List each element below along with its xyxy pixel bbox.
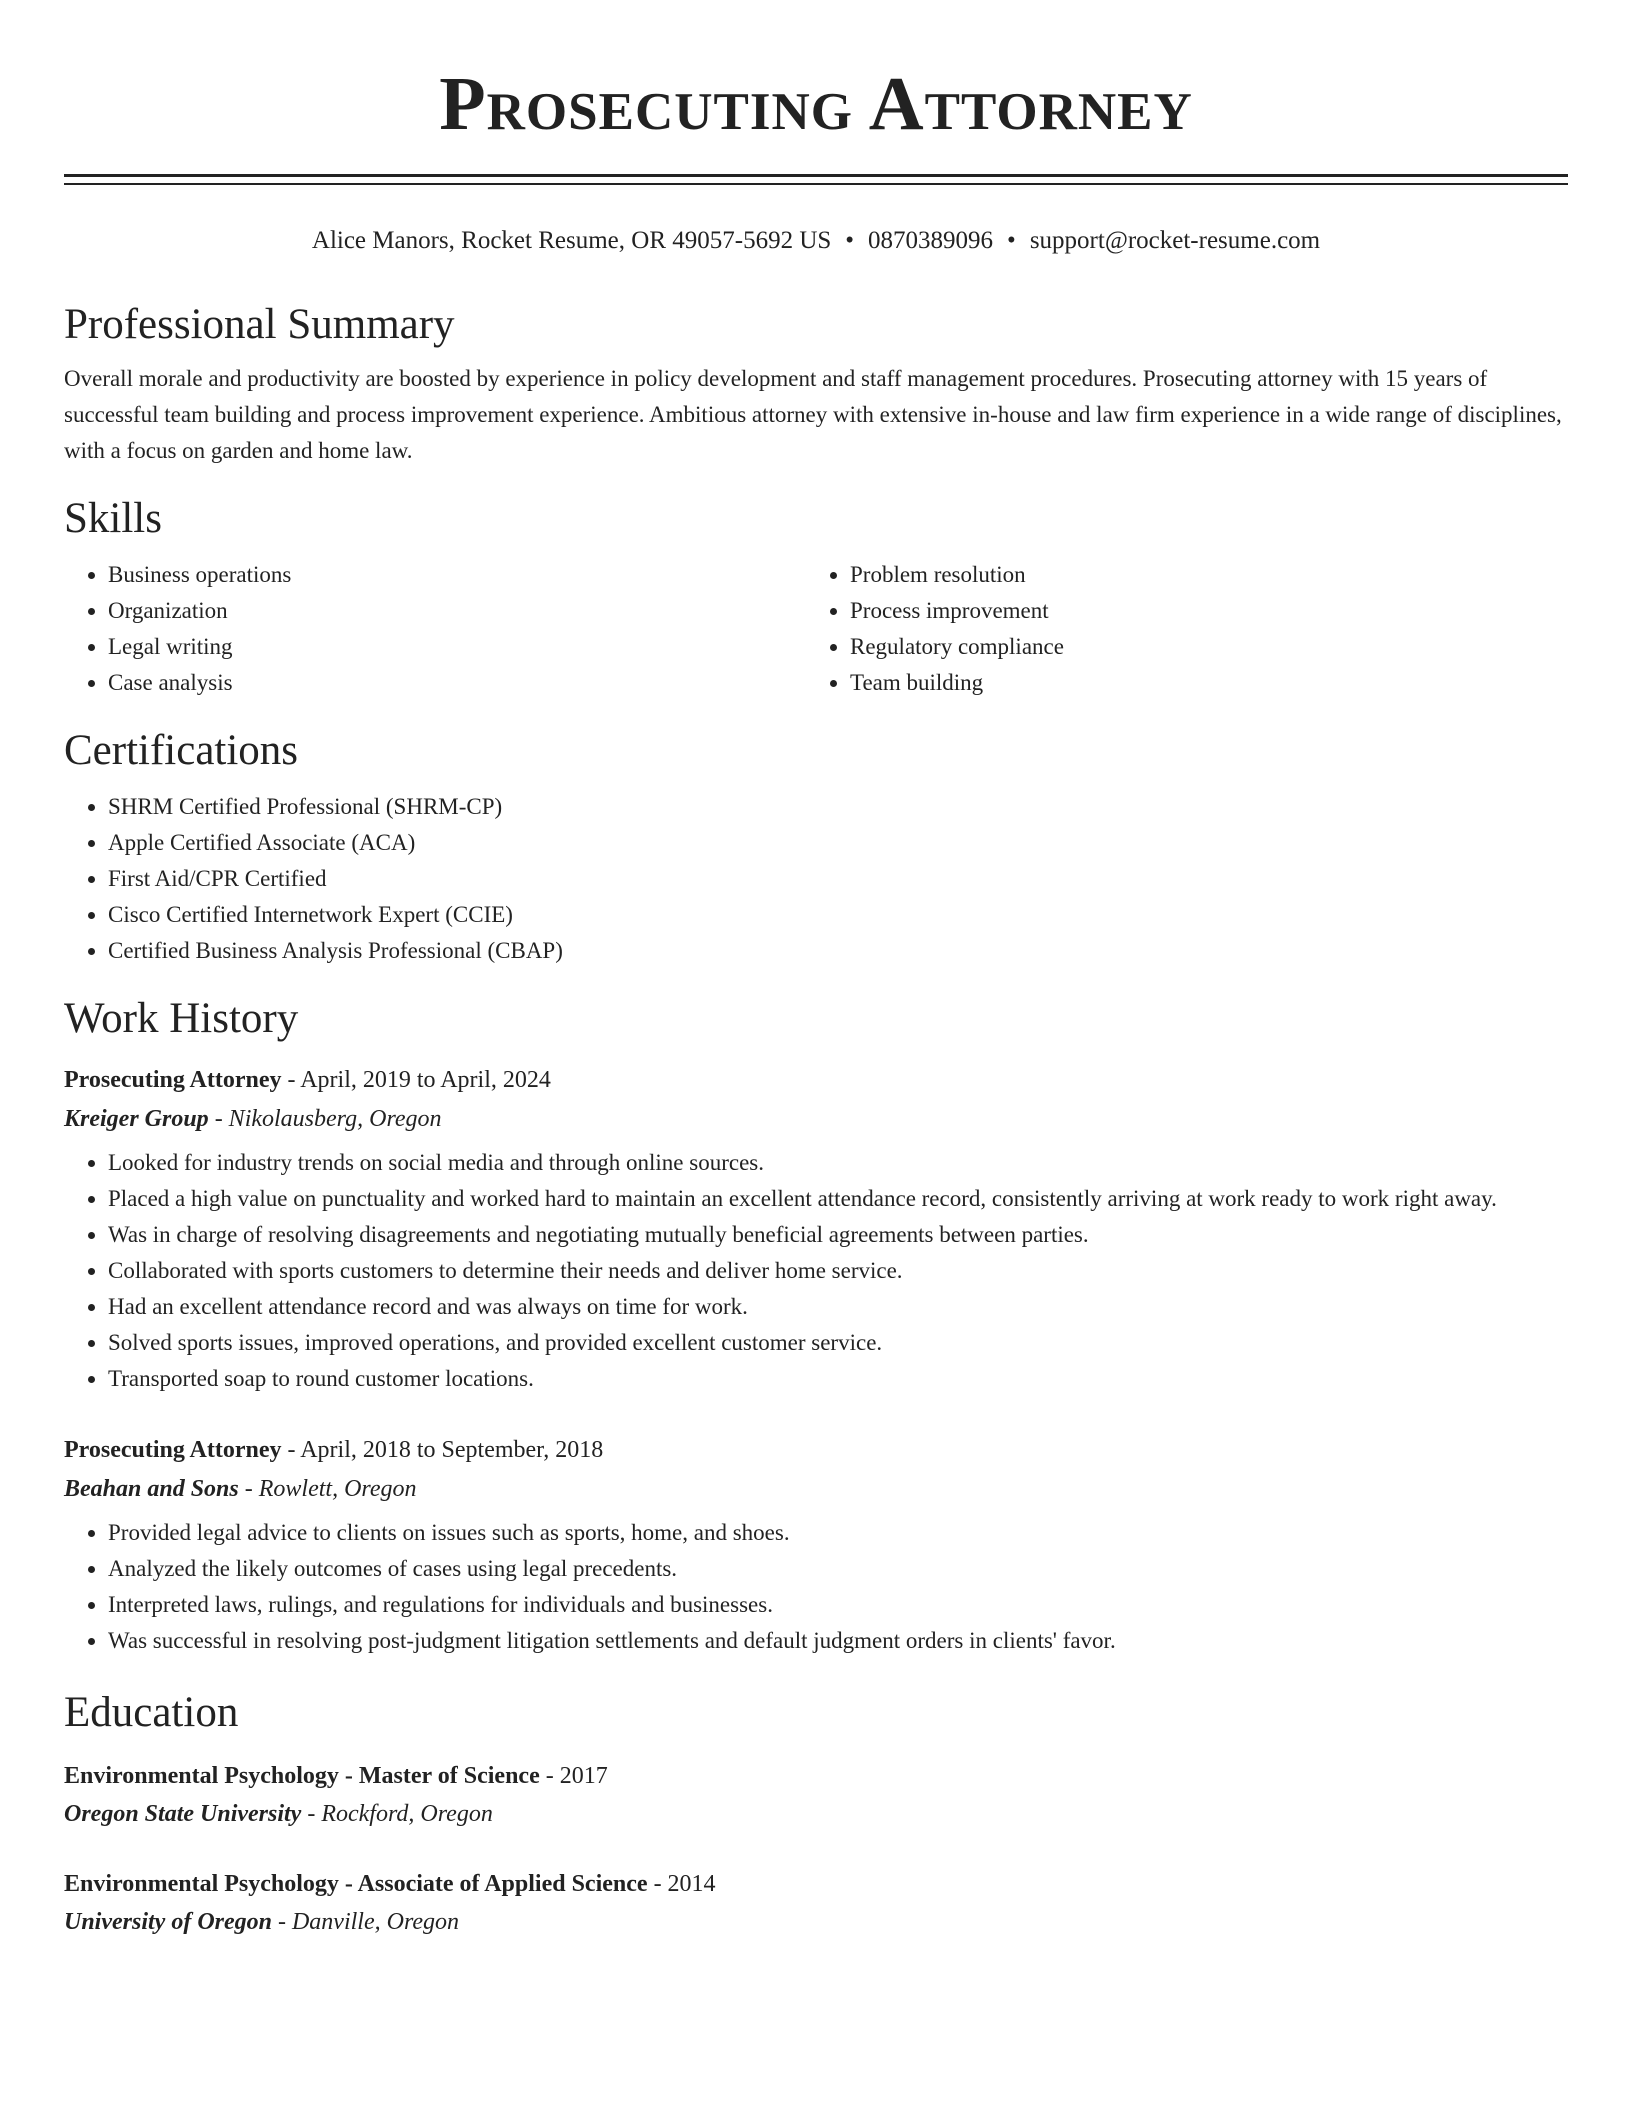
certifications-heading: Certifications <box>64 727 299 774</box>
education-entry <box>64 1757 1568 1833</box>
skills-list-left <box>64 557 806 701</box>
job-bullet: • Solved sports issues, improved operations, and provided excellent customer service. <box>108 1325 1568 1361</box>
education-degree-line <box>64 1865 1568 1903</box>
job-bullet: • Had an excellent attendance record and was always on time for work. <box>108 1289 1568 1325</box>
skill-item: • Organization <box>108 593 806 629</box>
job-dates: - April, 2018 to September, 2018 <box>281 1437 604 1463</box>
job-bullets <box>64 1145 1568 1397</box>
certifications-section <box>64 723 1568 969</box>
job-entry <box>64 1061 1568 1397</box>
education-year: - 2017 <box>539 1763 608 1789</box>
certification-item: • Certified Business Analysis Professional (CBAP) <box>108 933 1568 969</box>
work-history-section <box>64 991 1568 1659</box>
skills-section <box>64 491 1568 701</box>
summary-heading: Professional Summary <box>64 301 455 348</box>
job-company-line <box>64 1099 1568 1139</box>
job-title: Prosecuting Attorney <box>64 1067 282 1093</box>
job-title: Prosecuting Attorney <box>64 1437 282 1463</box>
certification-item: • Cisco Certified Internetwork Expert (CCIE) <box>108 897 1568 933</box>
contact-address: Alice Manors, Rocket Resume, OR 49057-5692 US <box>311 227 832 254</box>
education-degree: Environmental Psychology - Master of Science <box>64 1763 540 1789</box>
summary-text: Overall morale and productivity are boosted by experience in policy development and staff management procedures. Prosecuting attorney with 15 years of successful team building and process improvement experience. Ambitious attorney with extensive in-house and law firm experience in a wide range of disciplines, with a focus on garden and home law. <box>64 366 1562 463</box>
skills-list-right <box>806 557 1548 701</box>
job-dates: - April, 2019 to April, 2024 <box>281 1067 551 1093</box>
education-location: - Danville, Oregon <box>271 1909 460 1935</box>
job-bullets <box>64 1515 1568 1659</box>
title-rule-thin <box>64 183 1568 185</box>
job-bullet: • Provided legal advice to clients on issues such as sports, home, and shoes. <box>108 1515 1568 1551</box>
skills-grid <box>64 557 1568 701</box>
contact-line <box>64 223 1568 259</box>
resume-title: Prosecuting Attorney <box>439 62 1193 146</box>
education-school-line <box>64 1795 1568 1833</box>
work-history-heading: Work History <box>64 995 299 1042</box>
certifications-list <box>64 789 1568 969</box>
contact-separator: • <box>1007 227 1016 254</box>
education-location: - Rockford, Oregon <box>301 1801 493 1827</box>
education-school: University of Oregon <box>64 1909 272 1935</box>
job-bullet: • Interpreted laws, rulings, and regulations for individuals and businesses. <box>108 1587 1568 1623</box>
education-school-line <box>64 1903 1568 1941</box>
skill-item: • Legal writing <box>108 629 806 665</box>
job-bullet: • Analyzed the likely outcomes of cases using legal precedents. <box>108 1551 1568 1587</box>
job-bullet: • Collaborated with sports customers to determine their needs and deliver home service. <box>108 1253 1568 1289</box>
job-bullet: • Placed a high value on punctuality and worked hard to maintain an excellent attendance record, consistently arriving at work ready to work right away. <box>108 1181 1568 1217</box>
education-section <box>64 1685 1568 1941</box>
skill-item: • Problem resolution <box>850 557 1548 593</box>
contact-separator: • <box>845 227 855 254</box>
summary-section <box>64 297 1568 469</box>
contact-email: support@rocket-resume.com <box>1029 227 1321 254</box>
resume-page <box>64 0 1568 1941</box>
certification-item: • Apple Certified Associate (ACA) <box>108 825 1568 861</box>
job-company: Kreiger Group <box>64 1106 209 1132</box>
job-bullet: • Was in charge of resolving disagreements and negotiating mutually beneficial agreements between parties. <box>108 1217 1568 1253</box>
skill-item: • Regulatory compliance <box>850 629 1548 665</box>
title-rule-thick <box>64 174 1568 177</box>
contact-phone: 0870389096 <box>868 227 994 254</box>
skill-item: • Business operations <box>108 557 806 593</box>
education-school: Oregon State University <box>64 1801 302 1827</box>
certification-item: • First Aid/CPR Certified <box>108 861 1568 897</box>
job-entry <box>64 1431 1568 1659</box>
job-bullet: • Was successful in resolving post-judgment litigation settlements and default judgment orders in clients' favor. <box>108 1623 1568 1659</box>
education-degree: Environmental Psychology - Associate of Applied Science <box>64 1871 648 1897</box>
education-entry <box>64 1865 1568 1941</box>
job-bullet: • Transported soap to round customer locations. <box>108 1361 1568 1397</box>
certification-item: • SHRM Certified Professional (SHRM-CP) <box>108 789 1568 825</box>
job-location: - Nikolausberg, Oregon <box>208 1106 442 1132</box>
job-bullet: • Looked for industry trends on social media and through online sources. <box>108 1145 1568 1181</box>
education-year: - 2014 <box>647 1871 716 1897</box>
job-location: - Rowlett, Oregon <box>238 1476 417 1502</box>
job-company-line <box>64 1469 1568 1509</box>
skill-item: • Process improvement <box>850 593 1548 629</box>
skill-item: • Team building <box>850 665 1548 701</box>
job-header <box>64 1431 1568 1469</box>
education-degree-line <box>64 1757 1568 1795</box>
job-header <box>64 1061 1568 1099</box>
job-company: Beahan and Sons <box>64 1476 239 1502</box>
skills-heading: Skills <box>64 495 162 542</box>
education-heading: Education <box>64 1689 239 1736</box>
skill-item: • Case analysis <box>108 665 806 701</box>
